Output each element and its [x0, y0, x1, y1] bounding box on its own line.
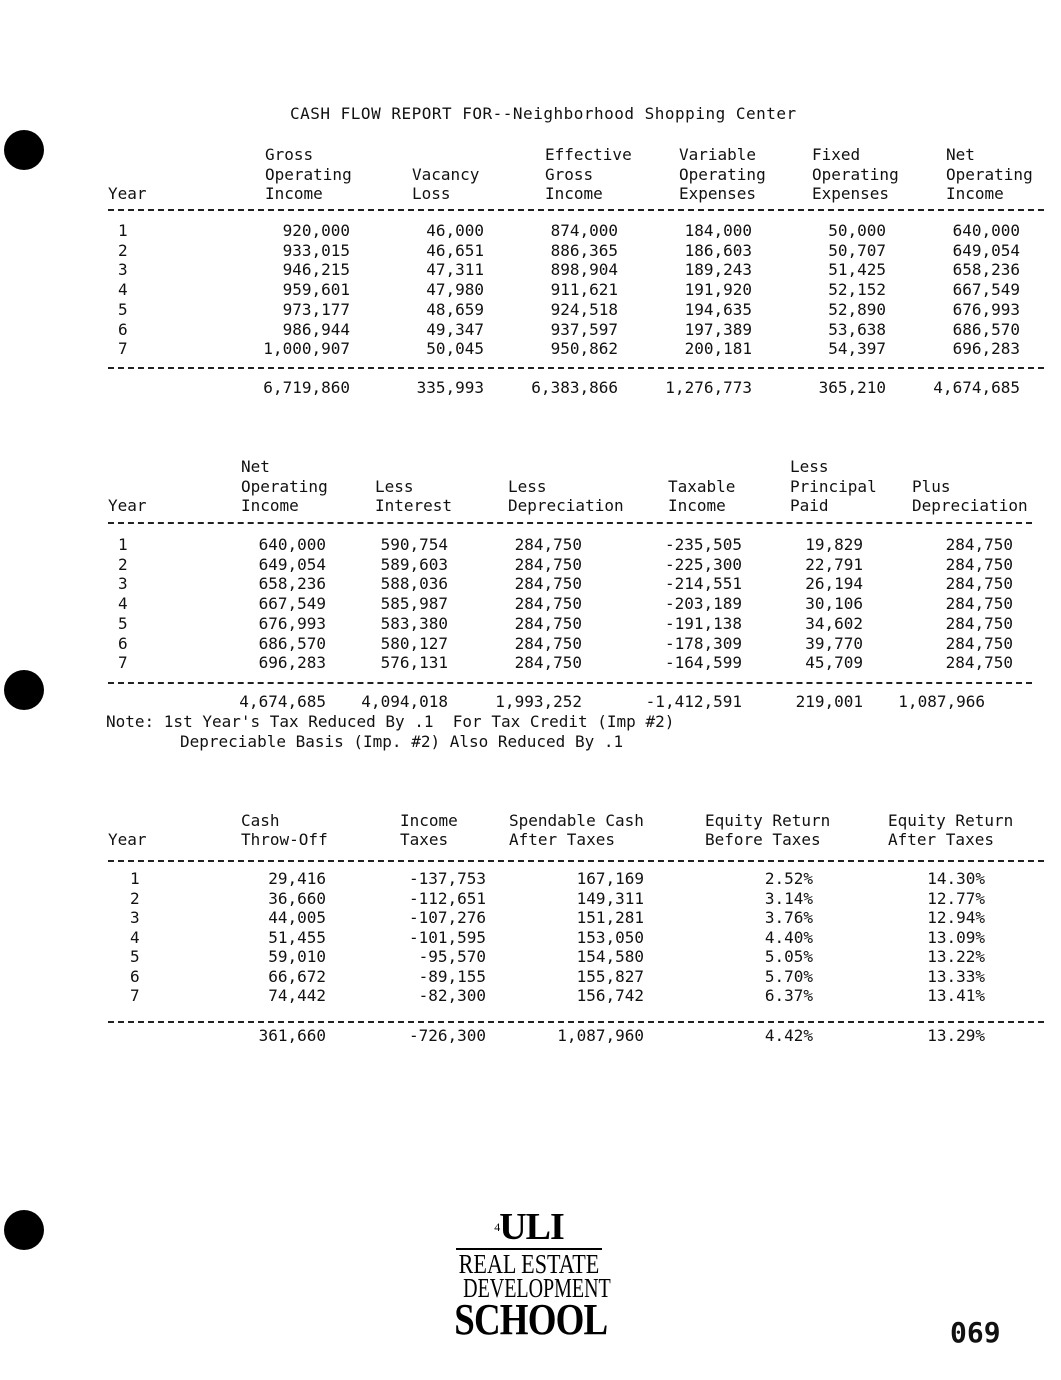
- table-cell: 284,750: [945, 574, 1013, 594]
- table-cell: 686,570: [952, 319, 1020, 339]
- table-cell: 686,570: [258, 633, 326, 653]
- column-header: Income Taxes: [400, 810, 458, 850]
- table-cell: -191,138: [664, 613, 742, 633]
- table-cell: 640,000: [952, 221, 1020, 240]
- table-cell: 284,750: [514, 535, 582, 554]
- year-cell: 1: [118, 535, 128, 554]
- column-header: Gross Operating Income: [265, 145, 352, 204]
- table-cell: 667,549: [258, 594, 326, 614]
- column-header: Less Interest: [375, 476, 453, 516]
- column-header: Year: [108, 830, 147, 850]
- year-cell: 2: [118, 554, 128, 574]
- year-cell: 6: [130, 966, 140, 986]
- column-header: Year: [108, 496, 147, 516]
- table-cell: 4.40%: [764, 927, 813, 947]
- table-cell: 53,638: [828, 319, 886, 339]
- table-cell: 6.37%: [764, 986, 813, 1005]
- total-cell: 1,276,773: [665, 378, 752, 397]
- table-cell: 30,106: [805, 594, 863, 614]
- table-cell: 640,000: [258, 535, 326, 554]
- table-cell: 50,045: [426, 339, 484, 359]
- table-cell: 184,000: [684, 221, 752, 240]
- table-cell: 36,660: [268, 888, 326, 908]
- table-cell: -95,570: [418, 947, 486, 966]
- total-cell: 4,674,685: [933, 378, 1020, 397]
- column-header: Less Principal Paid: [790, 457, 877, 516]
- table-cell: 54,397: [828, 339, 886, 359]
- page-number: 069: [950, 1316, 1001, 1349]
- total-cell: 219,001: [795, 692, 863, 711]
- year-cell: 5: [130, 947, 140, 966]
- table-cell: 590,754: [380, 535, 448, 554]
- table-cell: 658,236: [952, 260, 1020, 280]
- table-cell: 191,920: [684, 280, 752, 300]
- column-header: Less Depreciation: [508, 476, 624, 516]
- total-cell: 361,660: [258, 1026, 326, 1045]
- year-cell: 1: [118, 221, 128, 240]
- logo-line-2: DEVELOPMENT: [463, 1273, 611, 1303]
- table-cell: 696,283: [952, 339, 1020, 359]
- table-cell: 12.77%: [927, 888, 985, 908]
- table-cell: 576,131: [380, 653, 448, 673]
- report-title: CASH FLOW REPORT FOR--Neighborhood Shopping Center: [290, 104, 797, 123]
- year-cell: 3: [130, 908, 140, 927]
- uli-logo: [440, 1206, 618, 1344]
- year-cell: 4: [130, 927, 140, 947]
- table-cell: 676,993: [258, 613, 326, 633]
- table-cell: -82,300: [418, 986, 486, 1005]
- table-cell: 22,791: [805, 554, 863, 574]
- table-cell: 3.76%: [764, 908, 813, 927]
- logo-line-3: SCHOOL: [454, 1295, 608, 1344]
- table-cell: 3.14%: [764, 888, 813, 908]
- table-cell: 924,518: [550, 299, 618, 319]
- table-cell: 284,750: [945, 594, 1013, 614]
- column-header: Variable Operating Expenses: [679, 145, 766, 204]
- total-cell: 6,719,860: [263, 378, 350, 397]
- table-cell: -225,300: [664, 554, 742, 574]
- table-cell: 2.52%: [764, 869, 813, 888]
- table-cell: 189,243: [684, 260, 752, 280]
- total-cell: -726,300: [408, 1026, 486, 1045]
- table-cell: -164,599: [664, 653, 742, 673]
- table-cell: 200,181: [684, 339, 752, 359]
- note-line-2: Depreciable Basis (Imp. #2) Also Reduced By .1: [180, 732, 624, 751]
- table-cell: 12.94%: [927, 908, 985, 927]
- table-cell: 50,707: [828, 240, 886, 260]
- table-cell: 284,750: [514, 613, 582, 633]
- year-cell: 5: [118, 613, 128, 633]
- table-cell: 34,602: [805, 613, 863, 633]
- total-cell: 4.42%: [764, 1026, 813, 1045]
- table-cell: 52,152: [828, 280, 886, 300]
- year-cell: 2: [118, 240, 128, 260]
- table-cell: 167,169: [576, 869, 644, 888]
- table-cell: -137,753: [408, 869, 486, 888]
- table-cell: -203,189: [664, 594, 742, 614]
- table-cell: 154,580: [576, 947, 644, 966]
- total-cell: 4,674,685: [239, 692, 326, 711]
- table-cell: 74,442: [268, 986, 326, 1005]
- total-cell: 1,993,252: [495, 692, 582, 711]
- table-cell: 13.22%: [927, 947, 985, 966]
- punch-hole-top: [4, 130, 44, 170]
- year-cell: 7: [118, 339, 128, 359]
- table-cell: 284,750: [945, 535, 1013, 554]
- table-cell: 950,862: [550, 339, 618, 359]
- table-cell: 874,000: [550, 221, 618, 240]
- table-cell: 5.05%: [764, 947, 813, 966]
- year-cell: 6: [118, 319, 128, 339]
- year-cell: 2: [130, 888, 140, 908]
- table-cell: 155,827: [576, 966, 644, 986]
- table-cell: 13.09%: [927, 927, 985, 947]
- table-cell: 589,603: [380, 554, 448, 574]
- table-cell: 933,015: [282, 240, 350, 260]
- table-cell: 284,750: [514, 554, 582, 574]
- divider: [108, 860, 1044, 862]
- column-header: Net Operating Income: [241, 457, 328, 516]
- table-cell: 66,672: [268, 966, 326, 986]
- total-cell: 335,993: [416, 378, 484, 397]
- table-cell: 284,750: [945, 554, 1013, 574]
- year-cell: 6: [118, 633, 128, 653]
- logo-line-1: REAL ESTATE: [456, 1248, 602, 1276]
- column-header: Year: [108, 184, 147, 204]
- divider: [108, 1021, 1044, 1023]
- logo-page-marker: 4: [494, 1220, 500, 1234]
- table-cell: 649,054: [258, 554, 326, 574]
- table-cell: -178,309: [664, 633, 742, 653]
- divider: [108, 522, 1032, 524]
- table-cell: 920,000: [282, 221, 350, 240]
- table-cell: 911,621: [550, 280, 618, 300]
- table-cell: 46,651: [426, 240, 484, 260]
- year-cell: 4: [118, 594, 128, 614]
- total-cell: 365,210: [818, 378, 886, 397]
- year-cell: 7: [118, 653, 128, 673]
- table-cell: 284,750: [514, 653, 582, 673]
- column-header: Fixed Operating Expenses: [812, 145, 899, 204]
- table-cell: 284,750: [514, 594, 582, 614]
- year-cell: 4: [118, 280, 128, 300]
- year-cell: 1: [130, 869, 140, 888]
- table-cell: 986,944: [282, 319, 350, 339]
- table-cell: 153,050: [576, 927, 644, 947]
- table-cell: 14.30%: [927, 869, 985, 888]
- column-header: Vacancy Loss: [412, 164, 480, 204]
- table-cell: 49,347: [426, 319, 484, 339]
- column-header: Spendable Cash After Taxes: [509, 810, 644, 850]
- table-cell: 59,010: [268, 947, 326, 966]
- column-header: Net Operating Income: [946, 145, 1033, 204]
- column-header: Equity Return Before Taxes: [705, 810, 831, 850]
- table-cell: 658,236: [258, 574, 326, 594]
- table-cell: 696,283: [258, 653, 326, 673]
- year-cell: 3: [118, 260, 128, 280]
- divider: [108, 682, 1032, 684]
- table-cell: 284,750: [514, 633, 582, 653]
- table-cell: 898,904: [550, 260, 618, 280]
- table-cell: 13.33%: [927, 966, 985, 986]
- table-cell: 667,549: [952, 280, 1020, 300]
- table-cell: 580,127: [380, 633, 448, 653]
- year-cell: 3: [118, 574, 128, 594]
- table-cell: 886,365: [550, 240, 618, 260]
- table-cell: 284,750: [945, 633, 1013, 653]
- table-cell: 186,603: [684, 240, 752, 260]
- divider: [108, 367, 1044, 369]
- table-cell: 156,742: [576, 986, 644, 1005]
- total-cell: 6,383,866: [531, 378, 618, 397]
- punch-hole-middle: [4, 670, 44, 710]
- punch-hole-bottom: [4, 1210, 44, 1250]
- note-line-1: Note: 1st Year's Tax Reduced By .1 For Tax Credit (Imp #2): [106, 712, 675, 731]
- column-header: Equity Return After Taxes: [888, 810, 1014, 850]
- column-header: Cash Throw-Off: [241, 810, 328, 850]
- total-cell: -1,412,591: [645, 692, 742, 711]
- table-cell: 51,425: [828, 260, 886, 280]
- table-cell: 39,770: [805, 633, 863, 653]
- year-cell: 5: [118, 299, 128, 319]
- table-cell: 5.70%: [764, 966, 813, 986]
- table-cell: 19,829: [805, 535, 863, 554]
- table-cell: -214,551: [664, 574, 742, 594]
- table-cell: 194,635: [684, 299, 752, 319]
- total-cell: 1,087,966: [898, 692, 985, 711]
- table-cell: 51,455: [268, 927, 326, 947]
- table-cell: 47,311: [426, 260, 484, 280]
- table-cell: 45,709: [805, 653, 863, 673]
- table-cell: 676,993: [952, 299, 1020, 319]
- column-header: Effective Gross Income: [545, 145, 632, 204]
- table-cell: -112,651: [408, 888, 486, 908]
- total-cell: 13.29%: [927, 1026, 985, 1045]
- table-cell: 946,215: [282, 260, 350, 280]
- table-cell: 284,750: [514, 574, 582, 594]
- table-cell: -101,595: [408, 927, 486, 947]
- table-cell: 959,601: [282, 280, 350, 300]
- total-cell: 1,087,960: [557, 1026, 644, 1045]
- table-cell: 13.41%: [927, 986, 985, 1005]
- table-cell: 149,311: [576, 888, 644, 908]
- table-cell: 52,890: [828, 299, 886, 319]
- table-cell: 151,281: [576, 908, 644, 927]
- table-cell: 1,000,907: [263, 339, 350, 359]
- divider: [108, 209, 1044, 211]
- table-cell: 44,005: [268, 908, 326, 927]
- table-cell: 26,194: [805, 574, 863, 594]
- table-cell: 284,750: [945, 653, 1013, 673]
- table-cell: 47,980: [426, 280, 484, 300]
- table-cell: 50,000: [828, 221, 886, 240]
- column-header: Taxable Income: [668, 476, 736, 516]
- table-cell: 197,389: [684, 319, 752, 339]
- column-header: Plus Depreciation: [912, 476, 1028, 516]
- table-cell: 284,750: [945, 613, 1013, 633]
- table-cell: -89,155: [418, 966, 486, 986]
- table-cell: 585,987: [380, 594, 448, 614]
- table-cell: -235,505: [664, 535, 742, 554]
- table-cell: 583,380: [380, 613, 448, 633]
- year-cell: 7: [130, 986, 140, 1005]
- table-cell: 29,416: [268, 869, 326, 888]
- table-cell: 649,054: [952, 240, 1020, 260]
- table-cell: 937,597: [550, 319, 618, 339]
- logo-org: ULI: [499, 1206, 564, 1248]
- table-cell: -107,276: [408, 908, 486, 927]
- table-cell: 588,036: [380, 574, 448, 594]
- table-cell: 48,659: [426, 299, 484, 319]
- total-cell: 4,094,018: [361, 692, 448, 711]
- table-cell: 46,000: [426, 221, 484, 240]
- table-cell: 973,177: [282, 299, 350, 319]
